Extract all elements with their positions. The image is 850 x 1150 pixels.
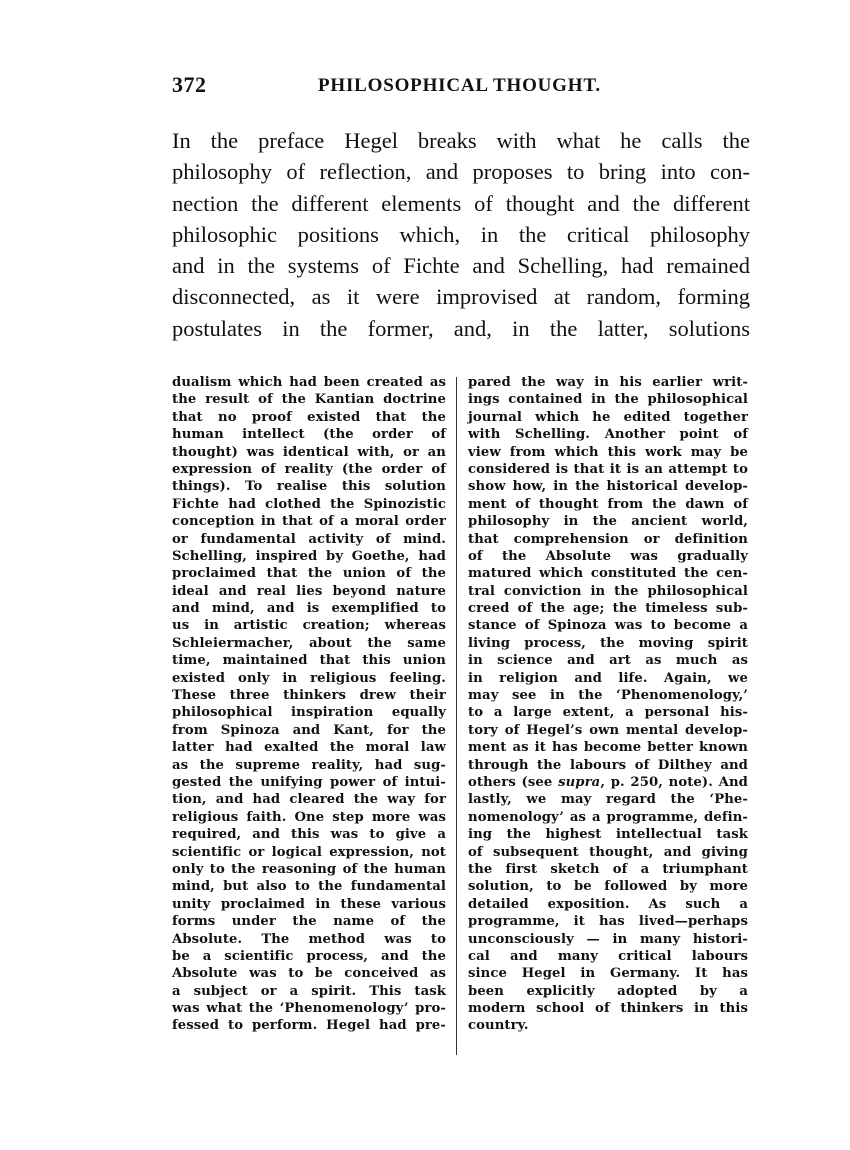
column-divider — [456, 377, 457, 1055]
column-line: journal which he edited together — [468, 409, 748, 425]
italic-supra: supra — [558, 774, 601, 790]
column-line: since Hegel in Germany. It has — [468, 966, 748, 982]
column-line: fessed to perform. Hegel had pre- — [172, 1018, 446, 1034]
column-line: cal and many critical labours — [468, 948, 748, 964]
column-line: living process, the moving spirit — [468, 635, 748, 651]
column-line: human intellect (the order of — [172, 427, 446, 443]
column-line: or fundamental activity of mind. — [172, 531, 446, 547]
column-line: ment as it has become better known — [468, 740, 748, 756]
column-line: programme, it has lived—perhaps — [468, 914, 748, 930]
column-line: that no proof existed that the — [172, 409, 446, 425]
main-line: In the preface Hegel breaks with what he calls the — [172, 128, 750, 153]
column-line-with-italic — [468, 774, 748, 791]
column-line: of subsequent thought, and giving — [468, 844, 748, 860]
column-line: matured which constituted the cen- — [468, 566, 748, 582]
column-line: required, and this was to give a — [172, 827, 446, 843]
column-line: be a scientific process, and the — [172, 948, 446, 964]
column-line: philosophical inspiration equally — [172, 705, 446, 721]
column-line: in science and art as much as — [468, 653, 748, 669]
column-line: ideal and real lies beyond nature — [172, 583, 446, 599]
column-line: ings contained in the philosophical — [468, 392, 748, 408]
column-line: us in artistic creation; whereas — [172, 618, 446, 634]
column-line: tion, and had cleared the way for — [172, 792, 446, 808]
column-line: Schleiermacher, about the same — [172, 635, 446, 651]
column-line: Fichte had clothed the Spinozistic — [172, 496, 446, 512]
column-line: show how, in the historical develop- — [468, 479, 748, 495]
column-line: thought) was identical with, or an — [172, 444, 446, 460]
line-text: , p. 250, note). And — [600, 774, 748, 790]
column-line: Absolute. The method was to — [172, 931, 446, 947]
column-line: from Spinoza and Kant, for the — [172, 722, 446, 738]
column-line: only to the reasoning of the human — [172, 861, 446, 877]
column-line: unity proclaimed in these various — [172, 896, 446, 912]
column-line: was what the ‘Phenomenology’ pro- — [172, 1001, 446, 1017]
column-line: that comprehension or definition — [468, 531, 748, 547]
column-line: as the supreme reality, had sug- — [172, 757, 446, 773]
main-line: postulates in the former, and, in the latter, solutions — [172, 315, 750, 341]
main-line: philosophy of reflection, and proposes to bring into con- — [172, 159, 750, 185]
footnote-left-column — [172, 374, 446, 1035]
main-paragraph — [172, 125, 750, 344]
main-line: nection the different elements of thought and the different — [172, 190, 750, 216]
column-line: a subject or a spirit. This task — [172, 983, 446, 999]
column-line: country. — [468, 1018, 529, 1034]
footnote-right-column — [468, 374, 748, 1035]
column-line: scientific or logical expression, not — [172, 844, 446, 860]
column-line: religious faith. One step more was — [172, 809, 446, 825]
column-line: time, maintained that this union — [172, 653, 446, 669]
column-line: detailed exposition. As such a — [468, 896, 748, 912]
column-line: creed of the age; the timeless sub- — [468, 601, 748, 617]
column-line: the first sketch of a triumphant — [468, 861, 748, 877]
column-line: dualism which had been created as — [172, 375, 446, 390]
column-line: the result of the Kantian doctrine — [172, 392, 446, 408]
column-line: through the labours of Dilthey and — [468, 757, 748, 773]
column-line: ing the highest intellectual task — [468, 827, 748, 843]
column-line: things). To realise this solution — [172, 479, 446, 495]
column-line: philosophy in the ancient world, — [468, 514, 748, 530]
column-line: proclaimed that the union of the — [172, 566, 446, 582]
column-line: expression of reality (the order of — [172, 461, 446, 477]
column-line: modern school of thinkers in this — [468, 1001, 748, 1017]
column-line: These three thinkers drew their — [172, 688, 446, 704]
column-line: considered is that it is an attempt to — [468, 461, 748, 477]
column-line: Absolute was to be conceived as — [172, 966, 446, 982]
column-line: stance of Spinoza was to become a — [468, 618, 748, 634]
column-line: mind, but also to the fundamental — [172, 879, 446, 895]
running-head: PHILOSOPHICAL THOUGHT. — [318, 75, 601, 96]
line-text: others (see — [468, 774, 559, 790]
column-line: and mind, and is exemplified to — [172, 601, 446, 617]
column-line: Schelling, inspired by Goethe, had — [172, 548, 446, 564]
column-line: conception in that of a moral order — [172, 514, 446, 530]
column-line: solution, to be followed by more — [468, 879, 748, 895]
main-line: disconnected, as it were improvised at random, forming — [172, 284, 750, 310]
main-line: philosophic positions which, in the critical philosophy — [172, 221, 750, 247]
column-line: nomenology’ as a programme, defin- — [468, 809, 748, 825]
column-line: may see in the ‘Phenomenology,’ — [468, 688, 748, 704]
column-line: tory of Hegel’s own mental develop- — [468, 722, 748, 738]
column-line: gested the unifying power of intui- — [172, 774, 446, 790]
column-line: existed only in religious feeling. — [172, 670, 446, 686]
page-number: 372 — [172, 72, 207, 97]
column-line: pared the way in his earlier writ- — [468, 375, 748, 390]
column-line: lastly, we may regard the ‘Phe- — [468, 792, 748, 808]
column-line: tral conviction in the philosophical — [468, 583, 748, 599]
column-line: with Schelling. Another point of — [468, 427, 748, 443]
column-line: ment of thought from the dawn of — [468, 496, 748, 512]
column-line: of the Absolute was gradually — [468, 548, 748, 564]
main-line: and in the systems of Fichte and Schelling, had remained — [172, 253, 750, 279]
column-line: latter had exalted the moral law — [172, 740, 446, 756]
column-line: in religion and life. Again, we — [468, 670, 748, 686]
column-line: to a large extent, a personal his- — [468, 705, 748, 721]
column-line: view from which this work may be — [468, 444, 748, 460]
column-line: forms under the name of the — [172, 914, 446, 930]
column-line: been explicitly adopted by a — [468, 983, 748, 999]
column-line: unconsciously — in many histori- — [468, 931, 748, 947]
